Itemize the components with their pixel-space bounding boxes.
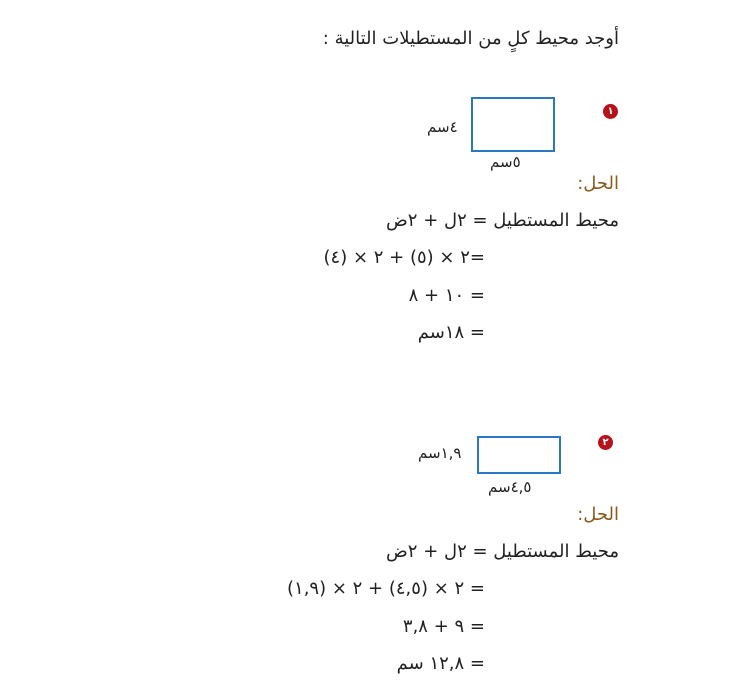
rectangle-height-label: ٤سم [427, 118, 458, 136]
solution-line-result: = ١٨سم [417, 322, 485, 343]
solution-label: الحل: [577, 173, 619, 194]
rectangle-shape [477, 436, 561, 474]
solution-line-substitution: = ٢ × (٤,٥) + ٢ × (١,٩) [287, 578, 485, 599]
problem-number-badge: ١ [603, 104, 618, 119]
page-title: أوجد محيط كلٍ من المستطيلات التالية : [322, 28, 619, 49]
solution-line-formula: محيط المستطيل = ٢ل + ٢ض [386, 210, 619, 231]
rectangle-height-label: ١,٩سم [418, 444, 462, 462]
solution-line-substitution: =٢ × (٥) + ٢ × (٤) [323, 247, 485, 268]
rectangle-shape [471, 97, 555, 152]
solution-line-products: = ٩ + ٣,٨ [402, 616, 485, 637]
solution-line-formula: محيط المستطيل = ٢ل + ٢ض [386, 541, 619, 562]
solution-line-products: = ١٠ + ٨ [408, 285, 485, 306]
problem-number-badge: ٢ [598, 435, 613, 450]
solution-label: الحل: [577, 504, 619, 525]
rectangle-width-label: ٤,٥سم [488, 478, 532, 496]
rectangle-width-label: ٥سم [490, 153, 521, 171]
solution-line-result: = ١٢,٨ سم [396, 653, 485, 674]
